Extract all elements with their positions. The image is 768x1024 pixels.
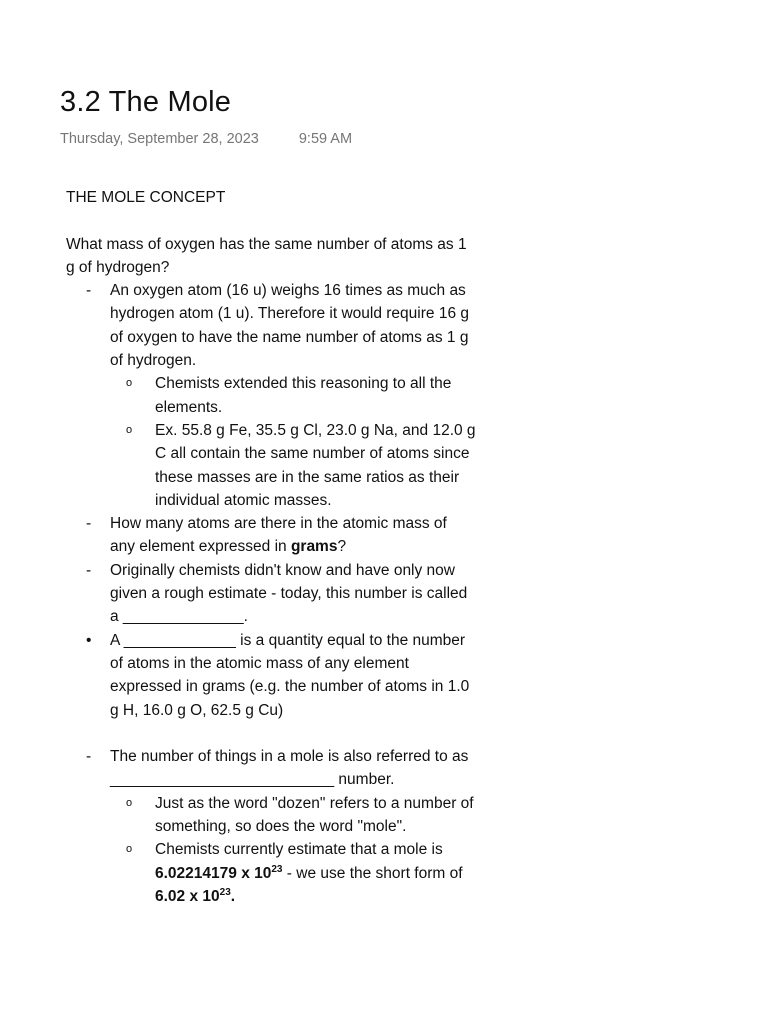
list-item — [66, 279, 476, 512]
text-run: - we use the short form of — [282, 864, 463, 882]
list-item-text: An oxygen atom (16 u) weighs 16 times as much as hydrogen atom (1 u). Therefore it would require 16 g of oxygen to have the name number of atoms as 1 g of hydrogen. — [110, 282, 469, 370]
list-item-text: The number of things in a mole is also referred to as __________________________ number. — [110, 748, 469, 789]
list-item-text: Originally chemists didn't know and have only now given a rough estimate - today, this number is called a ______________. — [110, 561, 468, 626]
dash-marker: - — [86, 515, 92, 533]
text-run: How many atoms are there in the atomic mass of any element expressed in — [110, 515, 447, 556]
sub-list-item-text — [155, 841, 463, 905]
sub-list-item — [110, 792, 476, 839]
page-date: Thursday, September 28, 2023 — [60, 131, 259, 147]
sub-list-item-text: Chemists extended this reasoning to all the elements. — [155, 375, 452, 416]
dash-marker: - — [86, 282, 92, 300]
bold-text: . — [230, 887, 236, 905]
blank-line — [66, 722, 476, 745]
list-item-text — [110, 515, 447, 555]
sub-list-item-text: Ex. 55.8 g Fe, 35.5 g Cl, 23.0 g Na, and 12.0 g C all contain the same number of atoms since these masses are in the same ratios as their individual atomic masses. — [155, 421, 476, 509]
bold-text: grams — [290, 538, 338, 556]
sub-list-item — [110, 372, 476, 419]
sub-list — [110, 372, 476, 512]
section-heading: THE MOLE CONCEPT — [66, 189, 226, 206]
list-item — [66, 512, 476, 559]
list-item — [66, 745, 476, 908]
exponent: 23 — [219, 886, 231, 898]
circle-bullet-icon: o — [126, 377, 133, 390]
dash-marker: - — [86, 561, 92, 579]
page-time: 9:59 AM — [298, 131, 353, 147]
sub-list-item-text: Just as the word "dozen" refers to a number of something, so does the word "mole". — [155, 794, 474, 836]
page-title: 3.2 The Mole — [60, 86, 232, 118]
list-item — [66, 559, 476, 629]
sub-list-item — [110, 838, 476, 908]
bullet-marker: • — [86, 631, 92, 649]
circle-bullet-icon: o — [126, 423, 133, 436]
list-item — [66, 629, 476, 722]
bold-text: 6.02 x 10 — [155, 887, 220, 905]
main-list — [66, 279, 476, 722]
sub-list-item — [110, 419, 476, 512]
second-list — [66, 745, 476, 908]
note-body — [66, 186, 476, 908]
bold-text: 6.02214179 x 10 — [155, 864, 272, 882]
question-text: What mass of oxygen has the same number of atoms as 1 g of hydrogen? — [66, 235, 467, 276]
circle-bullet-icon: o — [126, 843, 133, 856]
text-run: Chemists currently estimate that a mole is — [155, 841, 443, 859]
sub-list — [110, 792, 476, 908]
dash-marker: - — [86, 748, 92, 766]
text-run: ? — [337, 538, 347, 556]
list-item-text: A _____________ is a quantity equal to the number of atoms in the atomic mass of any element expressed in grams (e.g. the number of atoms in 1.0 g H, 16.0 g O, 62.5 g Cu) — [110, 631, 470, 719]
page-timestamp — [60, 131, 352, 147]
circle-bullet-icon: o — [126, 796, 133, 809]
blank-line — [66, 209, 476, 232]
exponent: 23 — [271, 863, 283, 875]
